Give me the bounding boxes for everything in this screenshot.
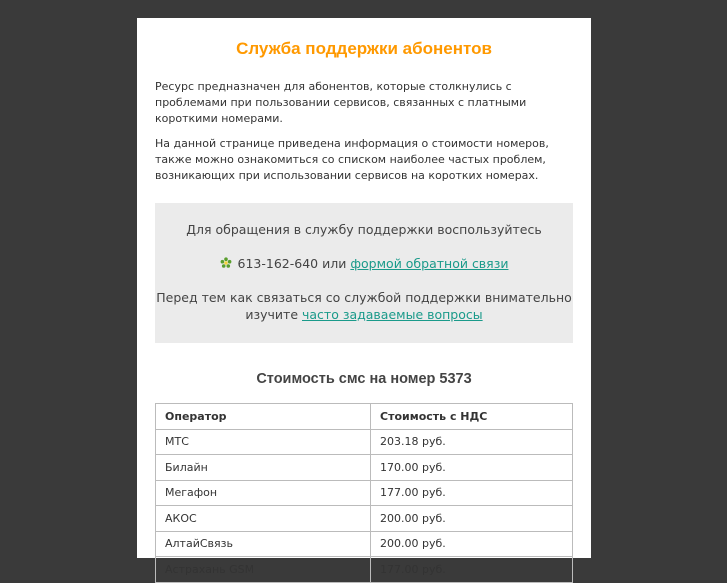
faq-note-text: Перед тем как связаться со службой поддержки внимательно изучите (156, 290, 572, 322)
pricing-title: Стоимость смс на номер 5373 (256, 371, 472, 387)
price-cell: 177.00 руб. (371, 480, 573, 506)
price-cell: 177.00 руб. (371, 557, 573, 583)
price-cell: 203.18 руб. (371, 429, 573, 455)
table-row (156, 557, 573, 583)
price-cell: 200.00 руб. (371, 506, 573, 532)
feedback-form-link[interactable]: формой обратной связи (350, 256, 509, 271)
icq-number: 613-162-640 (237, 256, 319, 271)
support-contacts (155, 255, 573, 272)
page-title: Служба поддержки абонентов (236, 39, 492, 58)
content-panel (137, 18, 591, 576)
pricing-table (155, 403, 573, 583)
table-row (156, 531, 573, 557)
price-cell: 170.00 руб. (371, 455, 573, 481)
operator-cell: Астрахань GSM (156, 557, 371, 583)
intro-paragraph-1: Ресурс предназначен для абонентов, которые столкнулись с проблемами при пользовании сервисов, связанных с платными короткими номерами. (155, 80, 527, 125)
column-header-operator: Оператор (156, 404, 371, 430)
intro-paragraph-2: На данной странице приведена информация о стоимости номеров, также можно ознакомиться со списком наиболее частых проблем, возникающих при использовании сервисов на коротких номерах. (155, 137, 549, 182)
support-contact-box (155, 203, 573, 343)
price-cell: 200.00 руб. (371, 531, 573, 557)
faq-link[interactable]: часто задаваемые вопросы (302, 307, 483, 322)
pricing-header-row (156, 404, 573, 430)
operator-cell: Билайн (156, 455, 371, 481)
operator-cell: АлтайСвязь (156, 531, 371, 557)
table-row (156, 429, 573, 455)
table-row (156, 455, 573, 481)
column-header-price: Стоимость с НДС (371, 404, 573, 430)
icq-flower-icon (220, 257, 232, 269)
operator-cell: МТС (156, 429, 371, 455)
table-row (156, 480, 573, 506)
faq-note (155, 289, 573, 323)
or-text: или (322, 256, 347, 271)
table-row (156, 506, 573, 532)
support-heading: Для обращения в службу поддержки воспользуйтесь (186, 222, 542, 237)
operator-cell: Мегафон (156, 480, 371, 506)
operator-cell: АКОС (156, 506, 371, 532)
